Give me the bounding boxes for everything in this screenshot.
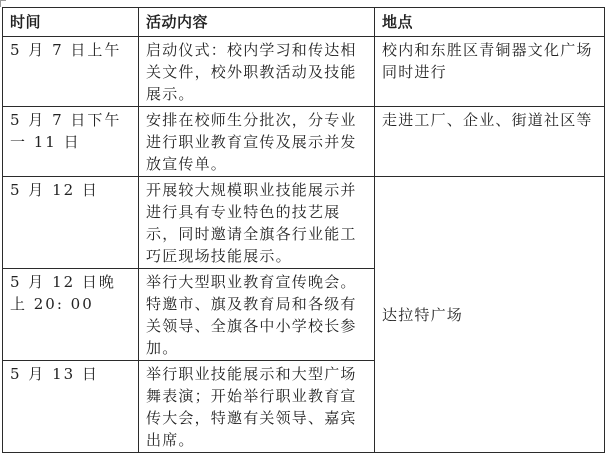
time-cell: 5 月 7 日上午: [3, 37, 139, 107]
activity-cell: 启动仪式：校内学习和传达相关文件，校外职教活动及技能展示。: [139, 37, 375, 107]
table-row: [3, 107, 605, 177]
table-header-row: [3, 8, 605, 37]
time-cell: 5 月 13 日: [3, 361, 139, 453]
time-cell: 5 月 12 日晚上 20: 00: [3, 269, 139, 361]
table-row: [3, 37, 605, 107]
location-cell: 走进工厂、企业、街道社区等: [375, 107, 605, 177]
activity-cell: 举行大型职业教育宣传晚会。特邀市、旗及教育局和各级有关领导、全旗各中小学校长参加。: [139, 269, 375, 361]
location-cell-merged: 达拉特广场: [375, 177, 605, 453]
header-activity: 活动内容: [139, 8, 375, 37]
header-location: 地点: [375, 8, 605, 37]
activity-cell: 举行职业技能展示和大型广场舞表演；开始举行职业教育宣传大会，特邀有关领导、嘉宾出席。: [139, 361, 375, 453]
activity-cell: 安排在校师生分批次，分专业进行职业教育宣传及展示并发放宣传单。: [139, 107, 375, 177]
header-time: 时间: [3, 8, 139, 37]
table-row: [3, 177, 605, 269]
corner-mark: [0, 0, 6, 7]
location-cell: 校内和东胜区青铜器文化广场同时进行: [375, 37, 605, 107]
time-cell: 5 月 12 日: [3, 177, 139, 269]
activity-cell: 开展较大规模职业技能展示并进行具有专业特色的技艺展示，同时邀请全旗各行业能工巧匠现场技能展示。: [139, 177, 375, 269]
schedule-table: [2, 7, 605, 453]
time-cell: 5 月 7 日下午一 11 日: [3, 107, 139, 177]
